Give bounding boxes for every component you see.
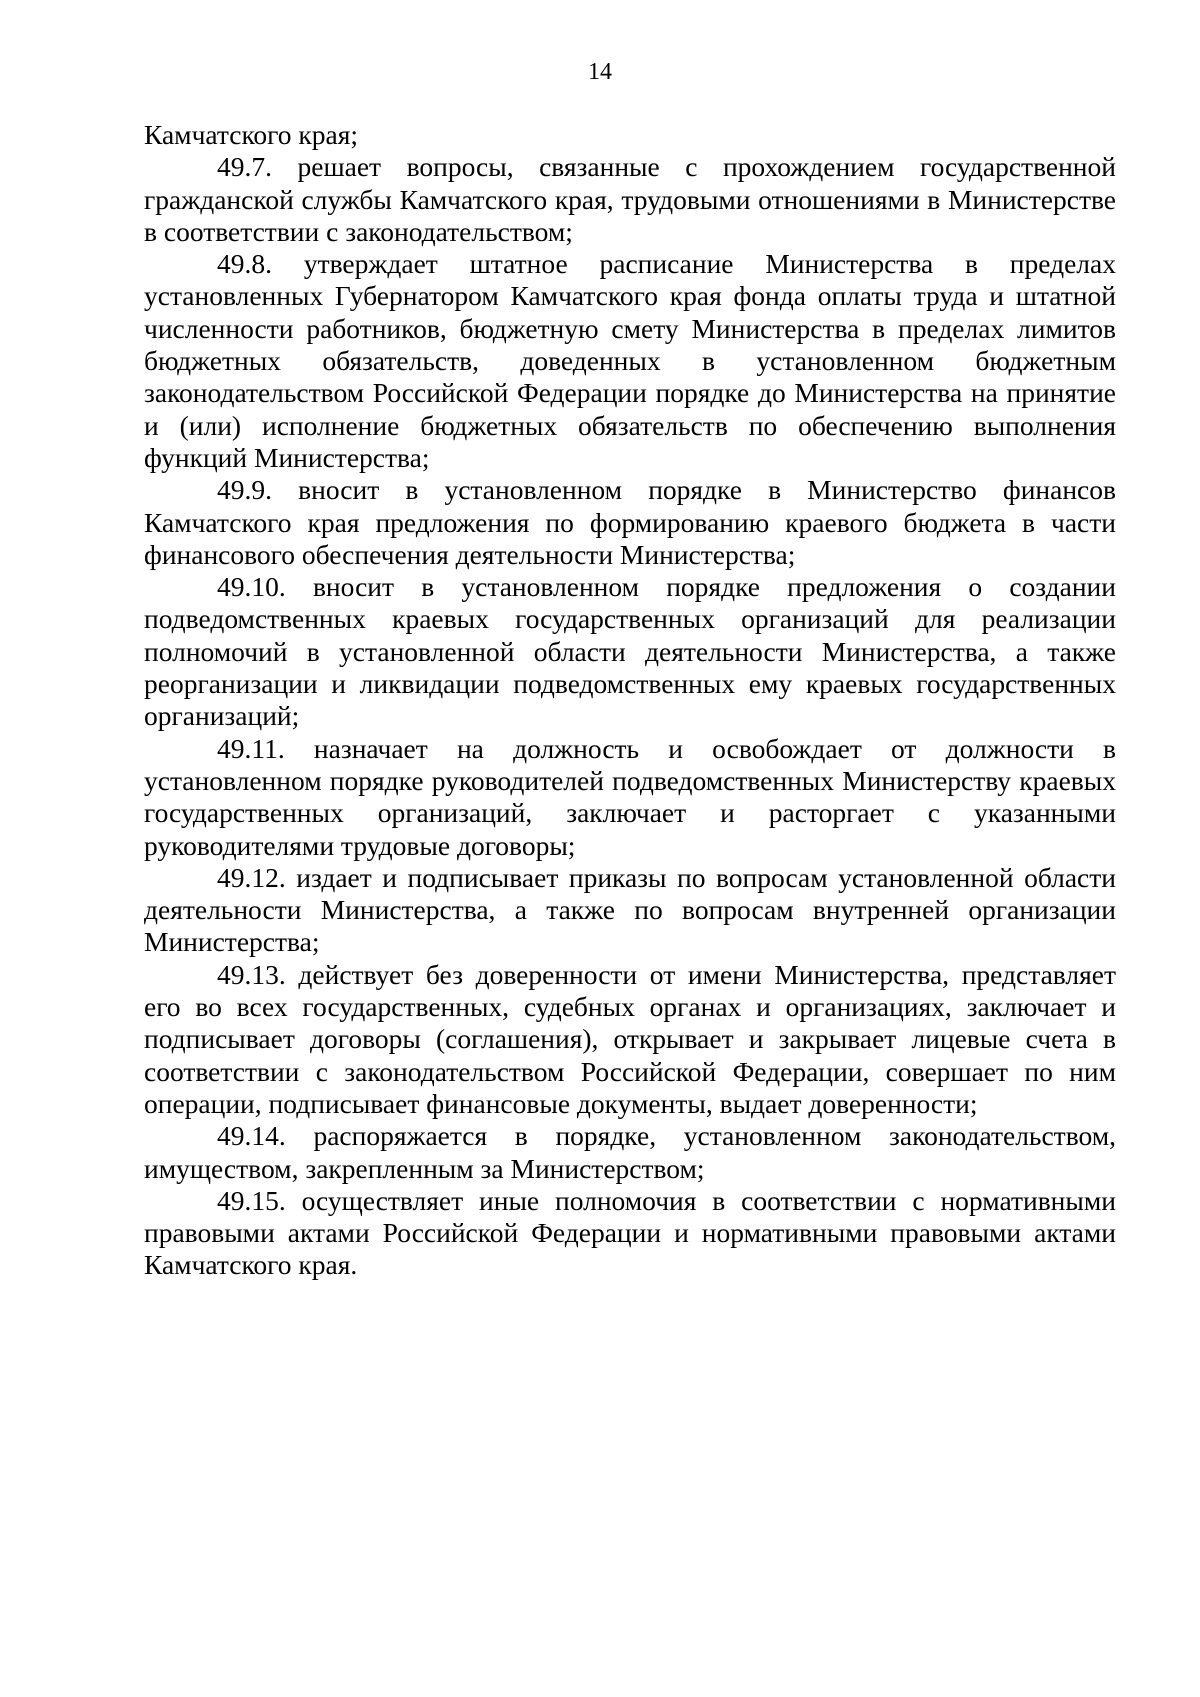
paragraph-49-10: 49.10. вносит в установленном порядке предложения о создании подведомственных краевых государственных организаций для реализации полномочий в установленной области деятельности Министерства, а также реорганизации и ликвидации подведомственных ему краевых государственных организаций; [144,571,1116,732]
paragraph-49-12: 49.12. издает и подписывает приказы по вопросам установленной области деятельности Министерства, а также по вопросам внутренней организации Министерства; [144,861,1116,958]
paragraph-49-15: 49.15. осуществляет иные полномочия в соответствии с нормативными правовыми актами Российской Федерации и нормативными правовыми актами Камчатского края. [144,1184,1116,1281]
page-number: 14 [588,59,612,85]
paragraph-continuation: Камчатского края; [144,119,359,150]
document-body [144,119,1116,1282]
paragraph-49-13: 49.13. действует без доверенности от имени Министерства, представляет его во всех государственных, судебных органах и организациях, заключает и подписывает договоры (соглашения), открывает и закрывает лицевые счета в соответствии с законодательством Российской Федерации, совершает по ним операции, подписывает финансовые документы, выдает доверенности; [144,958,1116,1119]
paragraph-49-7: 49.7. решает вопросы, связанные с прохождением государственной гражданской службы Камчатского края, трудовыми отношениями в Министерстве в соответствии с законодательством; [144,151,1116,247]
paragraph-49-9: 49.9. вносит в установленном порядке в Министерство финансов Камчатского края предложения по формированию краевого бюджета в части финансового обеспечения деятельности Министерства; [144,474,1116,570]
paragraph-49-11: 49.11. назначает на должность и освобождает от должности в установленном порядке руководителей подведомственных Министерству краевых государственных организаций, заключает и расторгает с указанными руководителями трудовые договоры; [144,732,1116,861]
paragraph-49-8: 49.8. утверждает штатное расписание Министерства в пределах установленных Губернатором Камчатского края фонда оплаты труда и штатной численности работников, бюджетную смету Министерства в пределах лимитов бюджетных обязательств, доведенных в установленном бюджетным законодательством Российской Федерации порядке до Министерства на принятие и (или) исполнение бюджетных обязательств по обеспечению выполнения функций Министерства; [144,248,1116,473]
paragraph-49-14: 49.14. распоряжается в порядке, установленном законодательством, имуществом, закрепленным за Министерством; [144,1120,1116,1184]
